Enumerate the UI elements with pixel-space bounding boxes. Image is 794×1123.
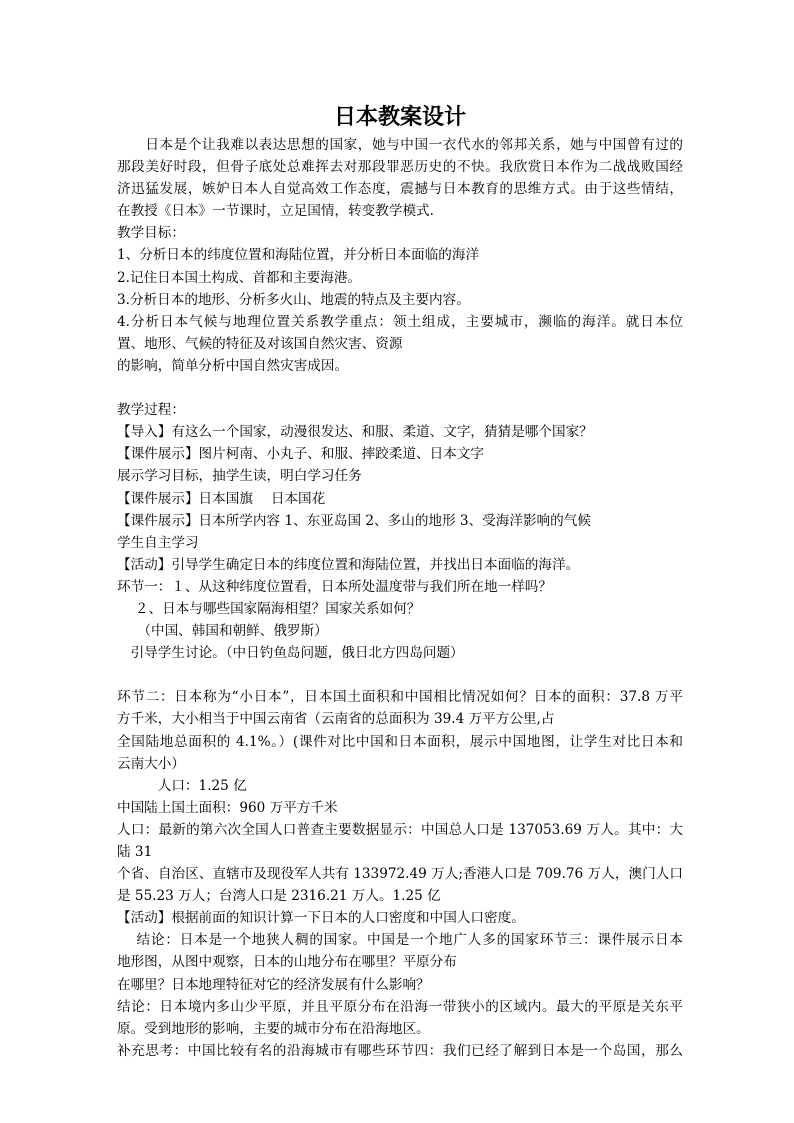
- paragraph-line: 方千米，大小相当于中国云南省（云南省的总面积为 39.4 万平方公里,占: [117, 711, 555, 728]
- paragraph-line: 置、地形、气候的特征及对该国自然灾害、资源: [117, 335, 403, 352]
- paragraph-line: 济迅猛发展，嫉妒日本人自觉高效工作态度，震撼与日本教育的思维方式。由于这些情结，: [117, 181, 683, 198]
- section-heading: 教学过程：: [117, 402, 185, 419]
- document-body: [117, 134, 683, 1062]
- document-page: [117, 104, 683, 1062]
- paragraph-line: 【活动】根据前面的知识计算一下日本的人口密度和中国人口密度。: [117, 910, 525, 927]
- paragraph-line: 在教授《日本》一节课时，立足国情，转变教学模式.: [117, 203, 434, 220]
- paragraph-line: 结论：日本境内多山少平原，并且平原分布在沿海一带狭小的区域内。最大的平原是关东平: [117, 998, 683, 1015]
- list-item: 4.分析日本气候与地理位置关系教学重点：领土组成，主要城市，濒临的海洋。就日本位: [117, 313, 683, 330]
- blank-line: [117, 377, 683, 399]
- paragraph-line: 【导入】有这么一个国家，动漫很发达、和服、柔道、文字，猜猜是哪个国家？: [117, 424, 593, 441]
- blank-line: [117, 664, 683, 686]
- list-item: 1、分析日本的纬度位置和海陆位置，并分析日本面临的海洋: [117, 247, 480, 264]
- paragraph-line: 引导学生讨论。（中日钓鱼岛问题，俄日北方四岛问题）: [117, 645, 464, 662]
- paragraph-line: 是 55.23 万人；台湾人口是 2316.21 万人。1.25 亿: [117, 888, 441, 905]
- paragraph-line: 个省、自治区、直辖市及现役军人共有 133972.49 万人;香港人口是 709.76 万人，澳门人口: [117, 866, 683, 883]
- paragraph-line: 人口：最新的第六次全国人口普查主要数据显示：中国总人口是 137053.69 万人。其中：大: [117, 821, 683, 838]
- paragraph-line: （中国、韩国和朝鲜、俄罗斯）: [117, 623, 328, 640]
- section-heading: 教学目标：: [117, 225, 185, 242]
- paragraph-line: 展示学习目标，抽学生读，明白学习任务: [117, 468, 362, 485]
- paragraph-line: 【课件展示】日本国旗 日本国花: [117, 490, 326, 507]
- paragraph-line: 补充思考：中国比较有名的沿海城市有哪些环节四：我们已经了解到日本是一个岛国，那么: [117, 1042, 683, 1059]
- paragraph-line: 环节一：１、从这种纬度位置看，日本所处温度带与我们所在地一样吗？: [117, 578, 552, 595]
- paragraph-line: 人口：1.25 亿: [117, 777, 247, 794]
- paragraph-line: 【课件展示】日本所学内容 1、东亚岛国 2、多山的地形 3、受海洋影响的气候: [117, 512, 591, 529]
- paragraph-line: 【活动】引导学生确定日本的纬度位置和海陆位置，并找出日本面临的海洋。: [117, 556, 580, 573]
- paragraph-line: 的影响，简单分析中国自然灾害成因。: [117, 357, 349, 374]
- paragraph-line: 全国陆地总面积的 4.1%。）(课件对比中国和日本面积，展示中国地图，让学生对比日本和: [117, 733, 683, 750]
- paragraph-line: 环节二：日本称为“小日本”，日本国土面积和中国相比情况如何？日本的面积：37.8 万平: [117, 689, 683, 706]
- list-item: 3.分析日本的地形、分析多火山、地震的特点及主要内容。: [117, 291, 470, 308]
- document-title: 日本教案设计: [333, 105, 466, 130]
- paragraph-line: 中国陆上国土面积：960 万平方千米: [117, 799, 338, 816]
- paragraph-line: 地形图，从图中观察，日本的山地分布在哪里？平原分布: [117, 954, 457, 971]
- paragraph-line: 在哪里？日本地理特征对它的经济发展有什么影响？: [117, 976, 430, 993]
- paragraph-line: 【课件展示】图片柯南、小丸子、和服、摔跤柔道、日本文字: [117, 446, 485, 463]
- paragraph-line: 那段美好时段，但骨子底处总难挥去对那段罪恶历史的不快。我欣赏日本作为二战战败国经: [117, 159, 683, 176]
- paragraph-line: 结论：日本是一个地狭人稠的国家。中国是一个地广人多的国家环节三：课件展示日本: [117, 932, 683, 949]
- list-item: 2.记住日本国土构成、首都和主要海港。: [117, 269, 362, 286]
- paragraph-line: 云南大小）: [117, 755, 185, 772]
- paragraph-line: 学生自主学习: [117, 534, 199, 551]
- paragraph-line: ２、日本与哪些国家隔海相望？国家关系如何？: [117, 600, 421, 617]
- paragraph-line: 陆 31: [117, 844, 153, 860]
- paragraph-line: 原。受到地形的影响，主要的城市分布在沿海地区。: [117, 1020, 430, 1037]
- paragraph-line: 日本是个让我难以表达思想的国家，她与中国一衣代水的邻邦关系，她与中国曾有过的: [117, 137, 683, 153]
